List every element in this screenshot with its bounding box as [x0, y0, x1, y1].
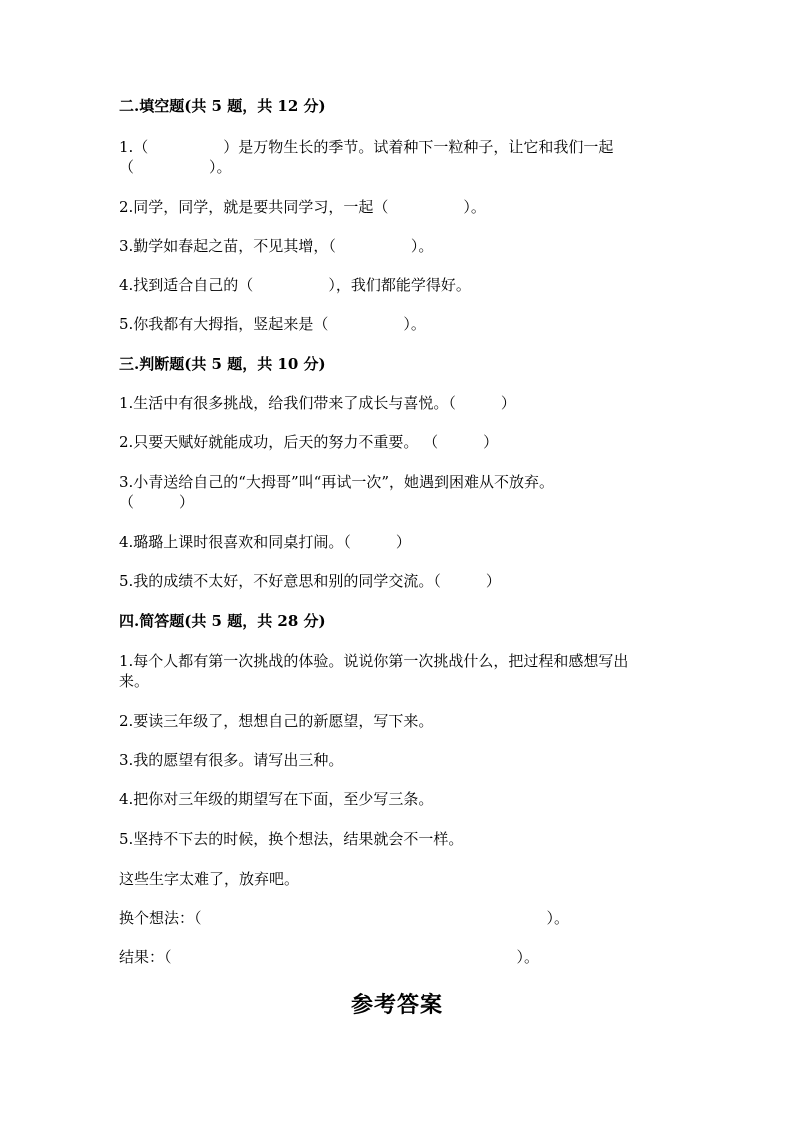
- fill-question-1-line-1: 1.（ ）是万物生长的季节。试着种下一粒种子，让它和我们一起: [119, 138, 614, 156]
- section-heading-judge: 三.判断题(共 5 题，共 10 分): [119, 355, 326, 373]
- judge-question-2: 2.只要天赋好就能成功，后天的努力不重要。 （ ）: [119, 433, 499, 451]
- short-question-3: 3.我的愿望有很多。请写出三种。: [119, 751, 344, 769]
- answer-title: 参考答案: [350, 992, 443, 1018]
- section-heading-fill: 二.填空题(共 5 题，共 12 分): [119, 97, 326, 115]
- short-question-5: 5.坚持不下去的时候，换个想法，结果就会不一样。: [119, 830, 464, 848]
- judge-question-4: 4.璐璐上课时很喜欢和同桌打闹。（ ）: [119, 533, 411, 551]
- fill-question-3: 3.勤学如春起之苗，不见其增，（ ）。: [119, 237, 434, 255]
- judge-question-3-line-1: 3.小青送给自己的“大拇哥”叫“再试一次”，她遇到困难从不放弃。: [119, 473, 554, 491]
- fill-question-2: 2.同学，同学，就是要共同学习，一起（ ）。: [119, 198, 486, 216]
- short-question-2: 2.要读三年级了，想想自己的新愿望，写下来。: [119, 712, 434, 730]
- judge-question-3-line-2: （ ）: [119, 493, 195, 511]
- short-question-1-line-2: 来。: [119, 672, 150, 690]
- short-question-1-line-1: 1.每个人都有第一次挑战的体验。说说你第一次挑战什么，把过程和感想写出: [119, 652, 629, 670]
- section-heading-short: 四.简答题(共 5 题，共 28 分): [119, 612, 326, 630]
- fill-question-1-line-2: （ ）。: [119, 158, 232, 176]
- judge-question-1: 1.生活中有很多挑战，给我们带来了成长与喜悦。（ ）: [119, 394, 516, 412]
- fill-question-5: 5.你我都有大拇指，竖起来是（ ）。: [119, 315, 426, 333]
- short-extra-result: 结果：（ ）。: [119, 948, 540, 966]
- judge-question-5: 5.我的成绩不太好，不好意思和别的同学交流。（ ）: [119, 572, 501, 590]
- short-question-4: 4.把你对三年级的期望写在下面，至少写三条。: [119, 790, 434, 808]
- short-extra-prompt: 这些生字太难了，放弃吧。: [119, 870, 300, 888]
- fill-question-4: 4.找到适合自己的（ ），我们都能学得好。: [119, 276, 471, 294]
- short-extra-new-thought: 换个想法：（ ）。: [119, 909, 570, 927]
